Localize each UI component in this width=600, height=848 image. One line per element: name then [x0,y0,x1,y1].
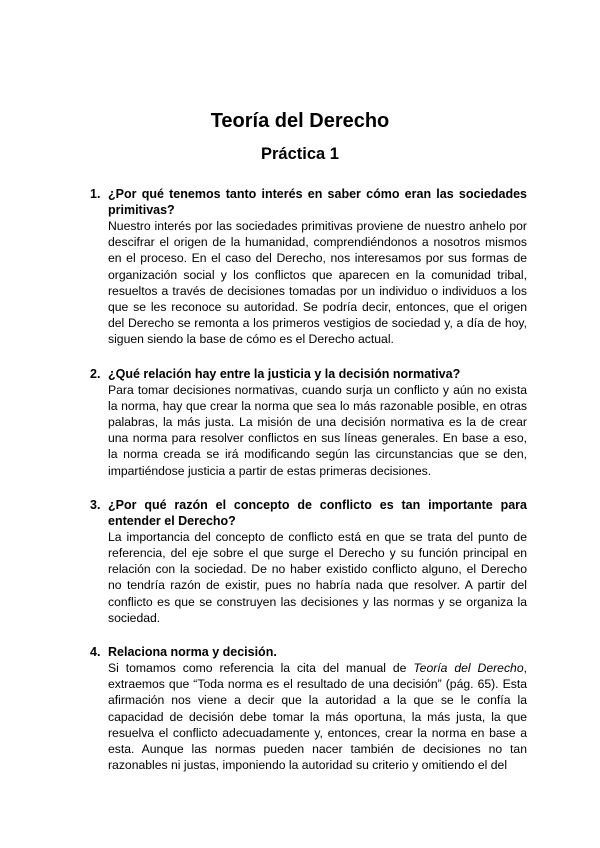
question-item-4 [90,644,527,773]
question-number: 3. [90,497,101,512]
book-title: Teoría del Derecho [413,661,524,676]
answer-text: La importancia del concepto de conflicto está en que se trata del punto de referencia, del eje sobre el que surge el Derecho y su función principal en relación con la sociedad. De no haber existido conflicto alguno, el Derecho no tendría razón de existir, pues no habría nada que resolver. A partir del conflicto es que se construyen las decisiones y las normas y se organiza la sociedad. [108,529,527,625]
question-text: ¿Por qué razón el concepto de conflicto es tan importante para entender el Derecho? [108,497,527,528]
question-list [90,186,527,791]
answer-text: Para tomar decisiones normativas, cuando surja un conflicto y aún no exista la norma, hay que crear la norma que sea lo más razonable posible, en otras palabras, la más justa. La misión de una decisión normativa es la de crear una norma para resolver conflictos en sus líneas generales. En base a eso, la norma creada se irá modificando según las circunstancias que se den, impartiéndose justicia a partir de estas primeras decisiones. [108,382,527,478]
question-text: Relaciona norma y decisión. [108,645,277,660]
answer-text [108,660,527,773]
document-title: Teoría del Derecho [210,110,390,132]
question-number: 2. [90,366,101,381]
question-item-3 [90,497,527,626]
answer-text: Nuestro interés por las sociedades primitivas proviene de nuestro anhelo por descifrar el origen de la humanidad, comprendiéndonos a nosotros mismos en el proceso. En el caso del Derecho, nos interesamos por sus formas de organización social y los conflictos que aparecen en la comunidad tribal, resueltos a través de decisiones tomadas por un individuo o individuos a los que se les reconoce su autoridad. Se podría decir, entonces, que el origen del Derecho se remonta a los primeros vestigios de sociedad y, a día de hoy, siguen siendo la base de cómo es el Derecho actual. [108,219,527,347]
question-number: 1. [90,187,101,201]
question-number: 4. [90,645,101,660]
document-subtitle: Práctica 1 [261,145,339,163]
question-text: ¿Por qué tenemos tanto interés en saber cómo eran las sociedades primitivas? [108,187,527,217]
question-item-2 [90,366,527,479]
question-item-1 [90,186,527,348]
answer-text-end: , extraemos que “Toda norma es el resultado de una decisión” (pág. 65). Esta afirmación nos viene a decir que la autoridad a la que se le confía la capacidad de decisión debe tomar la más oportuna, la más justa, la que resuelva el conflicto adecuadamente y, entonces, crear la norma en base a esta. Aunque las normas pueden nacer también de decisiones no tan razonables ni justas, imponiendo la autoridad su criterio y omitiendo el del [108,661,527,773]
question-text: ¿Qué relación hay entre la justicia y la decisión normativa? [108,366,461,381]
answer-text-start: Si tomamos como referencia la cita del manual de [108,661,414,676]
